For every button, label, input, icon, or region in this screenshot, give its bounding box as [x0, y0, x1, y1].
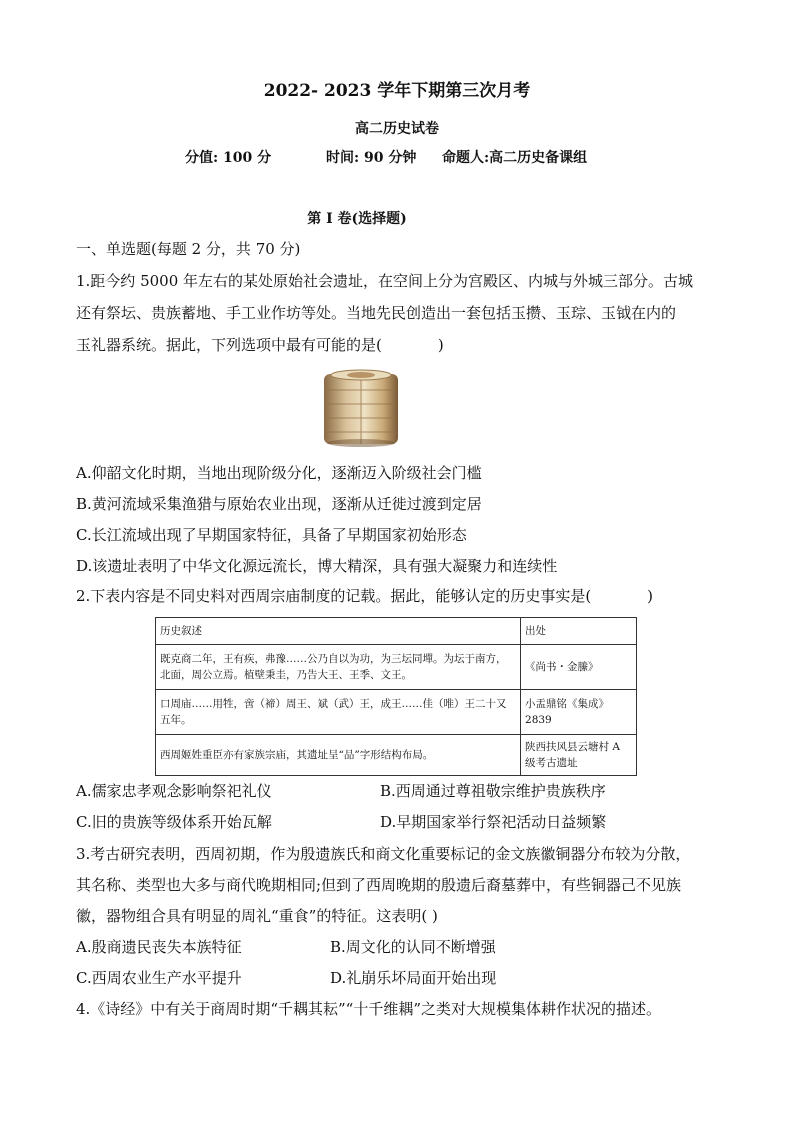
q1-option-a: A.仰韶文化时期，当地出现阶级分化，逐渐迈入阶级社会门槛 — [76, 464, 482, 482]
jade-cong-icon — [316, 366, 406, 450]
exam-subtitle: 高二历史试卷 — [355, 121, 439, 137]
table-cell: 小盂鼎铭《集成》2839 — [521, 690, 637, 735]
exam-title: 2022- 2023 学年下期第三次月考 — [263, 81, 531, 101]
section-title: 第 I 卷(选择题) — [307, 211, 407, 227]
q2-option-b: B.西周通过尊祖敬宗维护贵族秩序 — [380, 782, 606, 800]
q1-stem-text: 玉礼器系统。据此，下列选项中最有可能的是( — [76, 336, 382, 354]
q1-stem-end: ) — [437, 336, 444, 354]
q3-line-3: 徽，器物组合具有明显的周礼“重食”的特征。这表明( ) — [76, 907, 438, 925]
q2-stem-end: ) — [647, 587, 654, 605]
q2-stem — [76, 585, 653, 606]
table-row — [156, 735, 637, 776]
table-cell: 口周庙……用牲，啻（褅）周王、斌（武）王，成王……佳（唯）王二十又五年。 — [156, 690, 521, 735]
q1-line-1: 1.距今约 5000 年左右的某处原始社会遗址，在空间上分为宫殿区、内城与外城三部分。古城 — [76, 272, 694, 290]
q1-option-c: C.长江流域出现了早期国家特征，具备了早期国家初始形态 — [76, 526, 467, 544]
q1-option-d: D.该遗址表明了中华文化源远流长，博大精深，具有强大凝聚力和连续性 — [76, 557, 558, 575]
part-heading: 一、单选题(每题 2 分，共 70 分) — [76, 240, 301, 258]
q3-line-2: 其名称、类型也大多与商代晚期相同;但到了西周晚期的殷遗后裔墓葬中，有些铜器己不见族 — [76, 876, 682, 894]
author-info: 命题人:高二历史备课组 — [442, 150, 588, 166]
q1-line-3 — [76, 334, 444, 355]
q4-line-1: 4.《诗经》中有关于商周时期“千耦其耘”“十千维耦”之类对大规模集体耕作状况的描述。 — [76, 1000, 661, 1018]
source-table — [155, 617, 637, 776]
table-cell: 《尚书・金縢》 — [521, 645, 637, 690]
q3-line-1: 3.考古研究表明，西周初期，作为殷遗族氏和商文化重要标记的金文族徽铜器分布较为分散， — [76, 845, 691, 863]
q1-line-2: 还有祭坛、贵族蓄地、手工业作坊等处。当地先民创造出一套包括玉攒、玉琮、玉钺在内的 — [76, 304, 677, 322]
table-cell: 既克商二年，王有疾，弗豫……公乃自以为功，为三坛同墠。为坛于南方，北面，周公立焉。植壁秉圭，乃告大王、王季、文王。 — [156, 645, 521, 690]
table-header-row — [156, 618, 637, 645]
table-row — [156, 645, 637, 690]
q2-stem-text: 2.下表内容是不同史料对西周宗庙制度的记载。据此，能够认定的历史事实是( — [76, 587, 592, 605]
q2-option-c: C.旧的贵族等级体系开始瓦解 — [76, 813, 272, 831]
table-row — [156, 690, 637, 735]
q2-option-d: D.早期国家举行祭祀活动日益频繁 — [380, 813, 607, 831]
table-cell: 西周姬姓重臣亦有家族宗庙，其遗址呈“品”字形结构布局。 — [156, 735, 521, 776]
q3-option-a: A.殷商遗民丧失本族特征 — [76, 938, 242, 956]
table-cell: 陕西扶风县云塘村 A 级考古遗址 — [521, 735, 637, 776]
score-info: 分值: 100 分 — [185, 150, 272, 166]
table-header-cell: 出处 — [521, 618, 637, 645]
q1-option-b: B.黄河流域采集渔猎与原始农业出现，逐渐从迁徙过渡到定居 — [76, 495, 482, 513]
table-header-cell: 历史叙述 — [156, 618, 521, 645]
q3-option-b: B.周文化的认同不断增强 — [330, 938, 496, 956]
q3-option-d: D.礼崩乐坏局面开始出现 — [330, 969, 497, 987]
q2-option-a: A.儒家忠孝观念影响祭祀礼仪 — [76, 782, 272, 800]
time-info: 时间: 90 分钟 — [326, 150, 417, 166]
q3-option-c: C.西周农业生产水平提升 — [76, 969, 242, 987]
